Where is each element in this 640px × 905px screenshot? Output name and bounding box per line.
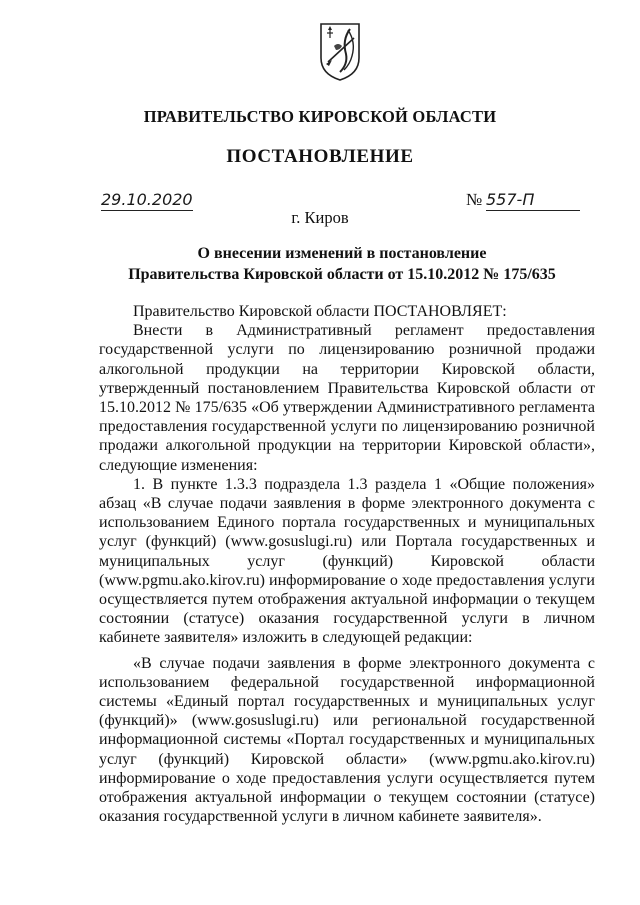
number-sign: № <box>466 190 483 209</box>
paragraph-item-1: 1. В пункте 1.3.3 подраздела 1.3 раздела 1 «Общие положения» абзац «В случае подачи заявления в форме электронного документа с использованием Единого портала государственных и муниципальных услуг (функций) (www.gosuslugi.ru) или Портала государственных и муниципальных услуг (функций) Кировской области (www.pgmu.ako.kirov.ru) информирование о ходе предоставления услуги осуществляется путем отображения актуальной информации о текущем состоянии (статусе) оказания государственной услуги в личном кабинете заявителя» изложить в следующей редакции: <box>99 475 595 647</box>
paragraph-amendments-intro: Внести в Административный регламент предоставления государственной услуги по лицензированию розничной продажи алкогольной продукции на территории Кировской области, утвержденный постановлением Правительства Кировской области от 15.10.2012 № 175/635 «Об утверждении Административного регламента предоставления государственной услуги по лицензированию розничной продажи алкогольной продукции на территории Кировской области», следующие изменения: <box>99 322 595 474</box>
subject-line-1: О внесении изменений в постановление <box>197 245 487 262</box>
subject-line-2: Правительства Кировской области от 15.10.2012 № 175/635 <box>128 266 556 283</box>
paragraph-resolves: Правительство Кировской области ПОСТАНОВЛЯЕТ: <box>133 303 507 320</box>
decree-date: 29.10.2020 <box>101 190 193 209</box>
decree-number: 557-П <box>486 191 580 211</box>
document-subject <box>100 243 584 285</box>
paragraph-new-wording: «В случае подачи заявления в форме электронного документа с использованием федеральной государственной информационной системы «Единый портал государственных и муниципальных услуг (функций)» (www.gosuslugi.ru) или региональной государственной информационной системы «Портал государственных и муниципальных услуг (функций) Кировской области» (www.pgmu.ako.kirov.ru) информирование о ходе предоставления услуги осуществляется путем отображения актуальной информации о текущем состоянии (статусе) оказания государственной услуги в личном кабинете заявителя». <box>99 654 595 826</box>
document-body <box>99 302 595 826</box>
coat-of-arms-emblem <box>318 20 362 82</box>
government-name: ПРАВИТЕЛЬСТВО КИРОВСКОЙ ОБЛАСТИ <box>143 107 497 126</box>
document-type-title: ПОСТАНОВЛЕНИЕ <box>226 146 414 167</box>
city-name: г. Киров <box>291 208 349 227</box>
